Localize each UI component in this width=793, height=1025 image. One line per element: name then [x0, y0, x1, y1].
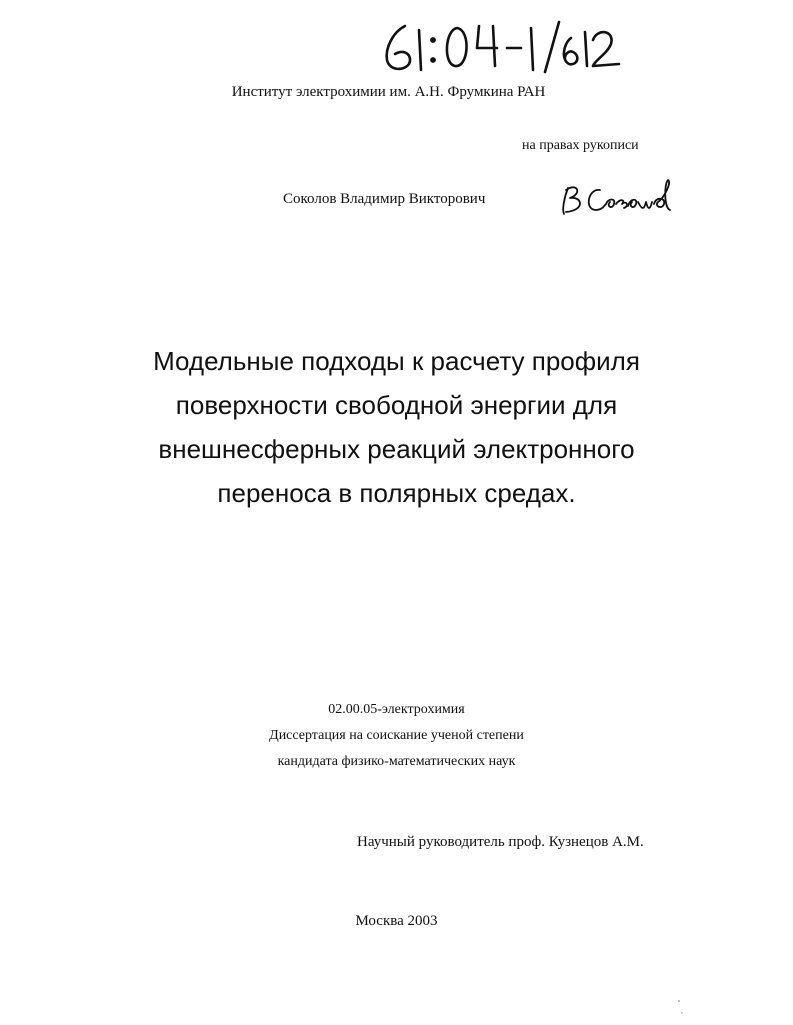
title-line: переноса в полярных средах. [217, 478, 576, 508]
specialty-code: 02.00.05-электрохимия [328, 702, 465, 717]
academic-degree: кандидата физико-математических наук [277, 754, 516, 769]
dissertation-title [0, 339, 793, 515]
scientific-supervisor: Научный руководитель проф. Кузнецов А.М. [357, 834, 644, 850]
scan-specks [676, 998, 686, 1020]
city-and-year: Москва 2003 [355, 913, 438, 929]
title-line: Модельные подходы к расчету профиля [153, 346, 640, 376]
author-name: Соколов Владимир Викторович [283, 191, 486, 207]
dissertation-type: Диссертация на соискание ученой степени [269, 728, 524, 743]
author-signature [560, 178, 680, 220]
manuscript-rights-note: на правах рукописи [522, 138, 639, 153]
handwritten-archive-code [375, 18, 625, 76]
title-line: поверхности свободной энергии для [175, 390, 618, 420]
title-line: внешнесферных реакций электронного [158, 434, 635, 464]
institute-name [0, 84, 793, 101]
institute-name-text: Институт электрохимии им. А.Н. Фрумкина РАН [231, 84, 546, 100]
